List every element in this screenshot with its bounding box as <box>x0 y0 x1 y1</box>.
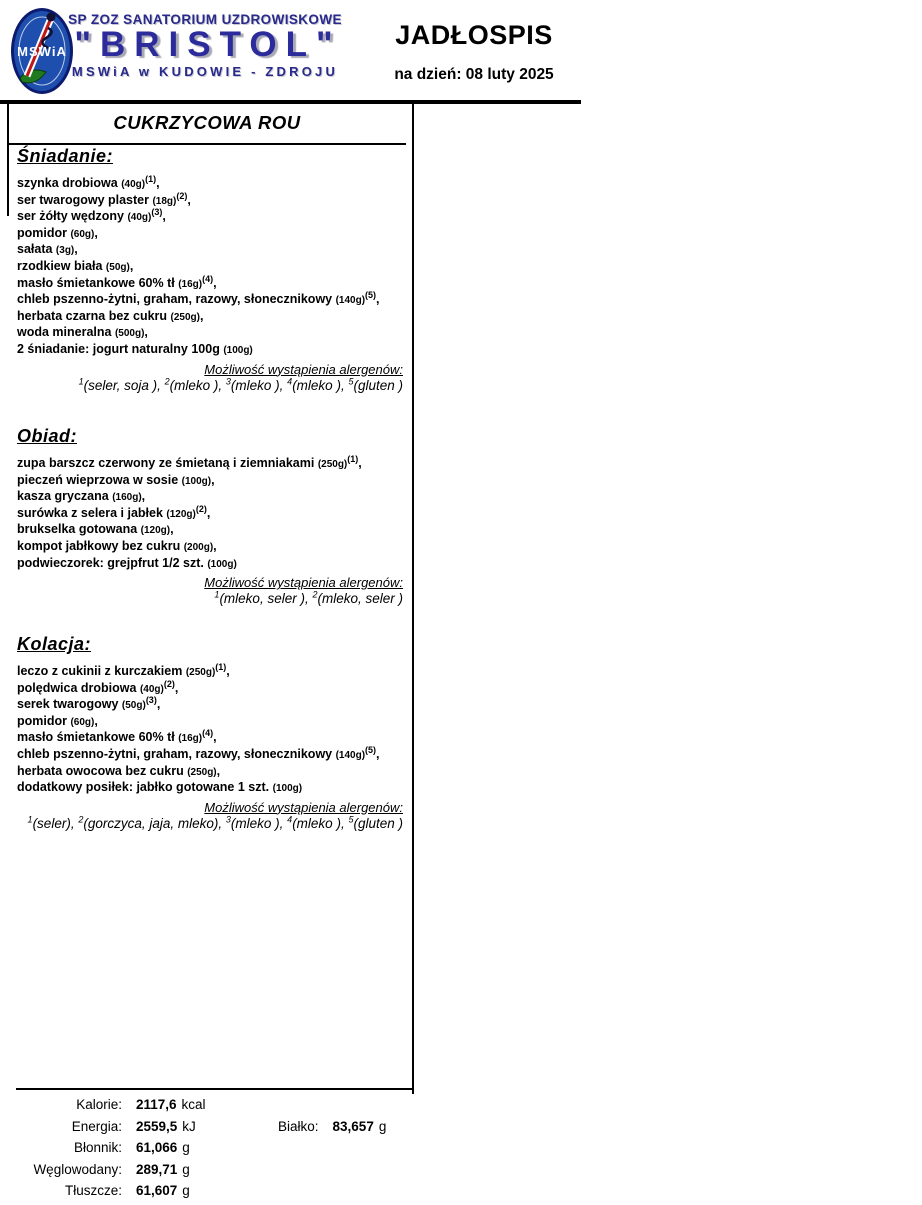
allergen-footnote-ref: (1) <box>145 173 157 184</box>
allergen-footnote-ref: (3) <box>145 695 157 706</box>
menu-item-name: szynka drobiowa <box>17 176 122 190</box>
allergen-text: (mleko ), <box>292 815 349 831</box>
menu-item-tail: , <box>170 522 174 537</box>
menu-item-name: masło śmietankowe 60% tł <box>17 730 179 745</box>
nutrition-label: Węglowodany: <box>33 1161 122 1177</box>
menu-item-portion: (140g) <box>335 295 366 307</box>
menu-item-portion: (100g) <box>181 475 212 487</box>
menu-item-portion: (40g) <box>127 212 152 224</box>
allergen-footnote-ref: (2) <box>195 503 207 514</box>
menu-item <box>17 661 406 681</box>
menu-item-tail: , <box>74 242 78 257</box>
nutrition-row <box>16 1119 414 1141</box>
document-title-block <box>368 20 580 84</box>
allergen-list <box>8 378 403 393</box>
organization-location: MSWiA w KUDOWIE - ZDROJU <box>71 63 339 79</box>
meal-section-title: Obiad: <box>17 426 77 446</box>
menu-item-tail: , <box>144 325 148 340</box>
menu-item-tail: , <box>162 209 166 224</box>
allergen-footnote-number: 1 <box>78 376 84 387</box>
menu-item-portion: (160g) <box>112 492 142 504</box>
nutrition-label: Kalorie: <box>76 1097 122 1112</box>
column-divider-line <box>412 102 414 1094</box>
menu-item-portion: (100g) <box>272 783 303 795</box>
allergen-footnote-number: 3 <box>225 814 231 825</box>
organization-name: "BRISTOL" <box>74 25 342 64</box>
menu-item <box>17 503 406 523</box>
menu-item-portion: (18g) <box>152 195 177 207</box>
menu-item-portion: (3g) <box>55 245 75 257</box>
menu-item-portion: (50g) <box>121 700 146 712</box>
menu-item <box>17 697 406 714</box>
menu-item-tail: , <box>213 730 217 745</box>
allergen-text: (mleko, seler ) <box>317 591 403 607</box>
allergen-text: (mleko ), <box>230 377 288 393</box>
menu-item-list <box>17 173 406 359</box>
menu-item-tail: , <box>213 538 217 553</box>
allergen-text: (seler, soja ), <box>83 377 165 393</box>
menu-item-name: pomidor <box>17 713 71 728</box>
allergen-footnote-number: 4 <box>287 814 293 825</box>
menu-item <box>17 522 406 539</box>
allergen-block <box>8 362 406 393</box>
menu-item-name: chleb pszenno-żytni, graham, razowy, słonecznikowy <box>17 292 336 307</box>
nutrition-label: Błonnik: <box>73 1140 122 1156</box>
nutrition-value: 289,71 <box>136 1161 178 1177</box>
organization-header <box>58 12 352 79</box>
menu-item-name: ser żółty wędzony <box>17 209 128 224</box>
nutrition-label: Energia: <box>71 1118 122 1134</box>
menu-item <box>17 325 406 342</box>
allergen-text: (mleko ), <box>230 815 288 831</box>
allergen-text: (gluten ) <box>353 815 403 831</box>
allergen-footnote-number: 2 <box>312 589 318 600</box>
allergen-footnote-number: 1 <box>214 589 220 600</box>
nutrition-value: 61,607 <box>136 1183 178 1199</box>
nutrition-protein-group <box>278 1119 386 1134</box>
nutrition-value: 2117,6 <box>136 1097 177 1112</box>
allergen-footnote-number: 5 <box>348 376 354 387</box>
svg-text:MSWiA: MSWiA <box>17 44 67 59</box>
menu-item <box>17 539 406 556</box>
allergen-text: (mleko ), <box>292 377 349 393</box>
nutrition-row <box>16 1162 414 1184</box>
menu-item-tail: , <box>174 680 179 695</box>
menu-item-name: leczo z cukinii z kurczakiem <box>17 664 186 678</box>
menu-item-tail: , <box>199 308 204 323</box>
nutrition-label: Tłuszcze: <box>64 1183 122 1199</box>
menu-item <box>17 730 406 747</box>
menu-item <box>17 453 406 473</box>
nutrition-unit: g <box>182 1161 190 1177</box>
menu-item-name: polędwica drobiowa <box>17 680 140 695</box>
menu-item-portion: (50g) <box>105 261 130 273</box>
diet-title: CUKRZYCOWA ROU <box>8 104 406 145</box>
menu-item <box>17 273 406 293</box>
menu-item-tail: , <box>211 472 215 487</box>
menu-item-portion: (60g) <box>70 716 95 728</box>
menu-item-name: woda mineralna <box>17 325 115 340</box>
meal-section-lunch <box>8 426 406 606</box>
menu-item-name: pomidor <box>17 225 71 240</box>
menu-item-tail: , <box>216 763 221 778</box>
menu-item-portion: (250g) <box>170 311 200 323</box>
allergen-block <box>8 800 406 831</box>
menu-item <box>17 226 406 243</box>
menu-item <box>17 242 406 259</box>
allergen-footnote-ref: (4) <box>202 728 214 739</box>
allergen-footnote-ref: (5) <box>365 290 377 300</box>
allergen-footnote-number: 4 <box>287 376 293 387</box>
menu-item-portion: (500g) <box>114 328 145 340</box>
nutrition-value: 83,657 <box>332 1118 374 1134</box>
allergen-text: (mleko, seler ), <box>219 591 313 607</box>
nutrition-unit: g <box>182 1183 190 1199</box>
menu-item-portion: (40g) <box>121 179 146 190</box>
menu-item-portion: (140g) <box>335 749 366 761</box>
menu-item-tail: , <box>358 456 362 470</box>
menu-item-portion: (250g) <box>187 766 217 778</box>
menu-item-portion: (100g) <box>223 344 253 356</box>
menu-item-name: kasza gryczana <box>17 489 113 504</box>
menu-item-tail: , <box>187 192 191 207</box>
allergen-list <box>8 591 403 606</box>
menu-item-name: 2 śniadanie: jogurt naturalny 100g <box>17 341 224 356</box>
nutrition-row <box>16 1140 414 1162</box>
menu-item-name: herbata czarna bez cukru <box>17 308 171 323</box>
menu-item-name: surówka z selera i jabłek <box>17 505 167 520</box>
allergen-footnote-number: 5 <box>348 814 354 825</box>
menu-item-tail: , <box>156 697 161 712</box>
document-date: na dzień: 08 luty 2025 <box>394 66 554 83</box>
nutrition-unit: g <box>378 1118 387 1134</box>
menu-item <box>17 780 406 797</box>
menu-item-list <box>17 453 406 572</box>
allergen-footnote-ref: (1) <box>215 661 227 672</box>
menu-item <box>17 309 406 326</box>
menu-item-tail: , <box>376 292 380 307</box>
menu-item-name: sałata <box>17 242 56 257</box>
allergen-footnote-number: 2 <box>78 814 84 825</box>
allergen-text: (seler), <box>32 815 79 831</box>
menu-item-name: ser twarogowy plaster <box>17 192 153 207</box>
meal-section-title: Śniadanie: <box>17 146 114 166</box>
menu-item <box>17 489 406 506</box>
menu-item-name: pieczeń wieprzowa w sosie <box>17 472 182 487</box>
menu-item-name: masło śmietankowe 60% tł <box>17 275 179 290</box>
menu-item-portion: (120g) <box>166 508 196 520</box>
allergen-footnote-ref: (2) <box>163 678 175 689</box>
meal-section-title: Kolacja: <box>17 634 92 654</box>
allergen-list <box>8 816 403 831</box>
nutrition-unit: kJ <box>182 1118 196 1134</box>
menu-item-portion: (120g) <box>140 525 171 537</box>
menu-item-portion: (250g) <box>317 459 348 470</box>
nutrition-row <box>16 1097 414 1119</box>
meal-section-breakfast <box>8 146 406 393</box>
document-title: JADŁOSPIS <box>395 20 553 50</box>
menu-item-tail: , <box>226 664 230 678</box>
menu-item-name: kompot jabłkowy bez cukru <box>17 538 184 553</box>
menu-item-name: zupa barszcz czerwony ze śmietaną i ziemniakami <box>17 456 318 470</box>
menu-item-tail: , <box>156 176 160 190</box>
menu-item-portion: (16g) <box>178 733 203 745</box>
nutrition-label: Białko: <box>278 1118 319 1134</box>
menu-item-tail: , <box>94 713 98 728</box>
menu-item-portion: (200g) <box>183 541 214 553</box>
menu-item <box>17 678 406 698</box>
organization-type: SP ZOZ SANATORIUM UZDROWISKOWE <box>68 12 342 27</box>
menu-item <box>17 292 406 309</box>
menu-item <box>17 744 406 764</box>
menu-item <box>17 209 406 226</box>
menu-item-name: podwieczorek: grejpfrut 1/2 szt. <box>17 555 208 570</box>
allergen-text: (mleko ), <box>169 377 226 393</box>
menu-item <box>17 473 406 490</box>
menu-item-name: rzodkiew biała <box>17 258 106 273</box>
menu-item <box>17 173 406 193</box>
allergen-footnote-ref: (2) <box>176 190 188 201</box>
nutrition-unit: kcal <box>181 1097 206 1112</box>
menu-item-portion: (16g) <box>178 278 203 290</box>
menu-item-name: dodatkowy posiłek: jabłko gotowane 1 szt. <box>17 780 273 795</box>
menu-item-tail: , <box>94 225 98 240</box>
menu-item-tail: , <box>141 489 146 504</box>
menu-item-tail: , <box>213 275 217 290</box>
menu-item <box>17 342 406 359</box>
nutrition-row <box>16 1183 414 1205</box>
allergen-footnote-ref: (3) <box>151 207 163 218</box>
nutrition-summary <box>16 1088 414 1205</box>
menu-item-portion: (40g) <box>139 683 164 695</box>
allergen-heading: Możliwość wystąpienia alergenów: <box>204 799 403 815</box>
allergen-footnote-number: 1 <box>27 814 33 825</box>
menu-column <box>8 104 406 1199</box>
menu-item-tail: , <box>206 505 211 520</box>
nutrition-rows <box>16 1097 414 1205</box>
allergen-footnote-number: 2 <box>164 376 170 387</box>
allergen-footnote-ref: (4) <box>202 273 214 284</box>
nutrition-value: 2559,5 <box>136 1118 178 1134</box>
allergen-block <box>8 575 406 606</box>
menu-item-portion: (100g) <box>207 558 237 570</box>
allergen-footnote-ref: (5) <box>365 744 377 755</box>
allergen-text: (gorczyca, jaja, mleko), <box>83 815 226 831</box>
menu-item <box>17 190 406 210</box>
menu-item-list <box>17 661 406 797</box>
allergen-footnote-number: 3 <box>225 376 231 387</box>
menu-item-name: herbata owocowa bez cukru <box>17 763 188 778</box>
menu-item-name: chleb pszenno-żytni, graham, razowy, słonecznikowy <box>17 746 336 761</box>
nutrition-value: 61,066 <box>136 1140 178 1156</box>
menu-item-portion: (60g) <box>70 228 95 240</box>
nutrition-unit: g <box>182 1140 190 1156</box>
meal-section-dinner <box>8 634 406 831</box>
menu-item <box>17 764 406 781</box>
allergen-heading: Możliwość wystąpienia alergenów: <box>204 361 403 377</box>
allergen-footnote-ref: (1) <box>347 453 359 464</box>
allergen-text: (gluten ) <box>353 377 403 393</box>
menu-item-name: brukselka gotowana <box>17 522 141 537</box>
menu-item-name: serek twarogowy <box>17 697 122 712</box>
menu-item-portion: (250g) <box>185 667 216 678</box>
menu-item <box>17 556 406 573</box>
menu-item-tail: , <box>376 746 380 761</box>
menu-item-tail: , <box>129 258 134 273</box>
allergen-heading: Możliwość wystąpienia alergenów: <box>204 575 403 591</box>
